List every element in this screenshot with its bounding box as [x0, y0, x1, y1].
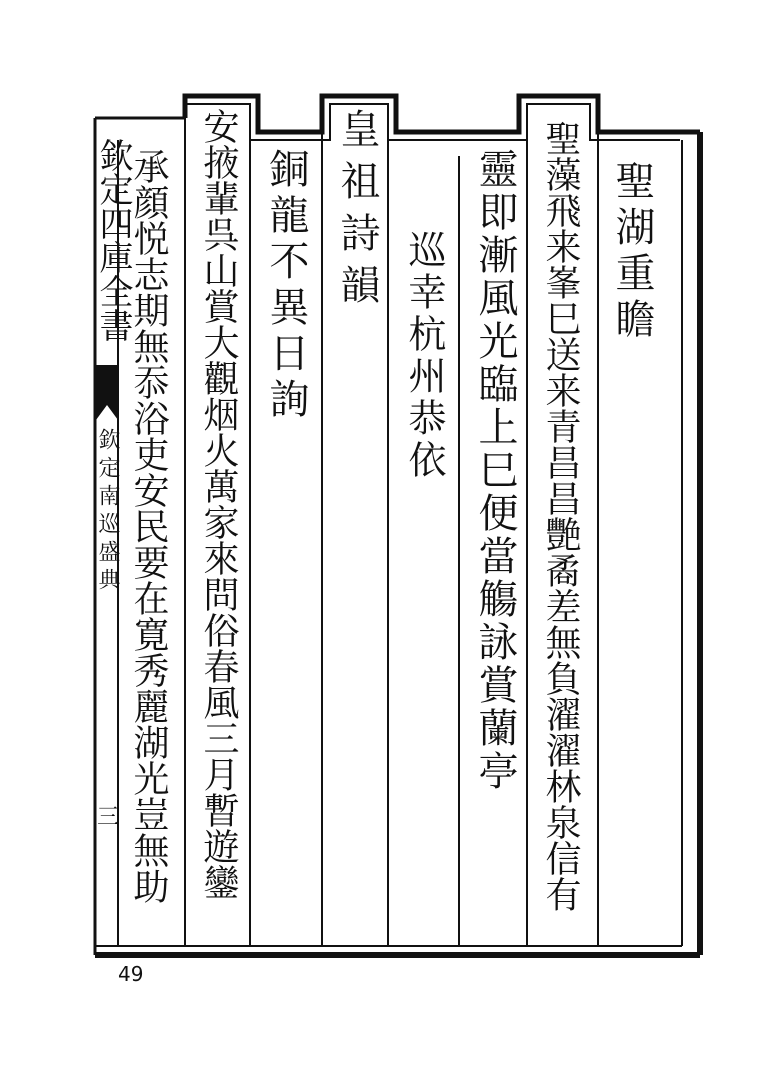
- text-column-3: 靈即漸風光臨上巳便當觴詠賞蘭亭: [472, 148, 518, 793]
- margin-subtitle: 欽定南巡盛典: [95, 428, 120, 596]
- text-column-2: 聖藻飛来峯巳送来青昌昌艷矞差無負濯濯林泉信有: [540, 120, 581, 912]
- margin-folio-number: 三: [97, 805, 120, 830]
- text-column-8: 承顔悦志期無忝浴吏安民要在寛秀麗湖光豈無助: [128, 148, 169, 904]
- text-column-1: 聖湖重瞻: [609, 160, 655, 344]
- text-column-4: 巡幸杭州恭依: [402, 230, 446, 482]
- text-column-7: 安掖輩呉山賞大觀烟火萬家來問俗春風三月暫遊鑾: [198, 108, 239, 900]
- margin-title: 欽定四庫全書: [93, 138, 133, 342]
- text-column-6: 銅龍不異日詢: [263, 148, 309, 424]
- page-number: 49: [118, 962, 144, 986]
- text-column-5: 皇祖詩韻: [334, 108, 380, 316]
